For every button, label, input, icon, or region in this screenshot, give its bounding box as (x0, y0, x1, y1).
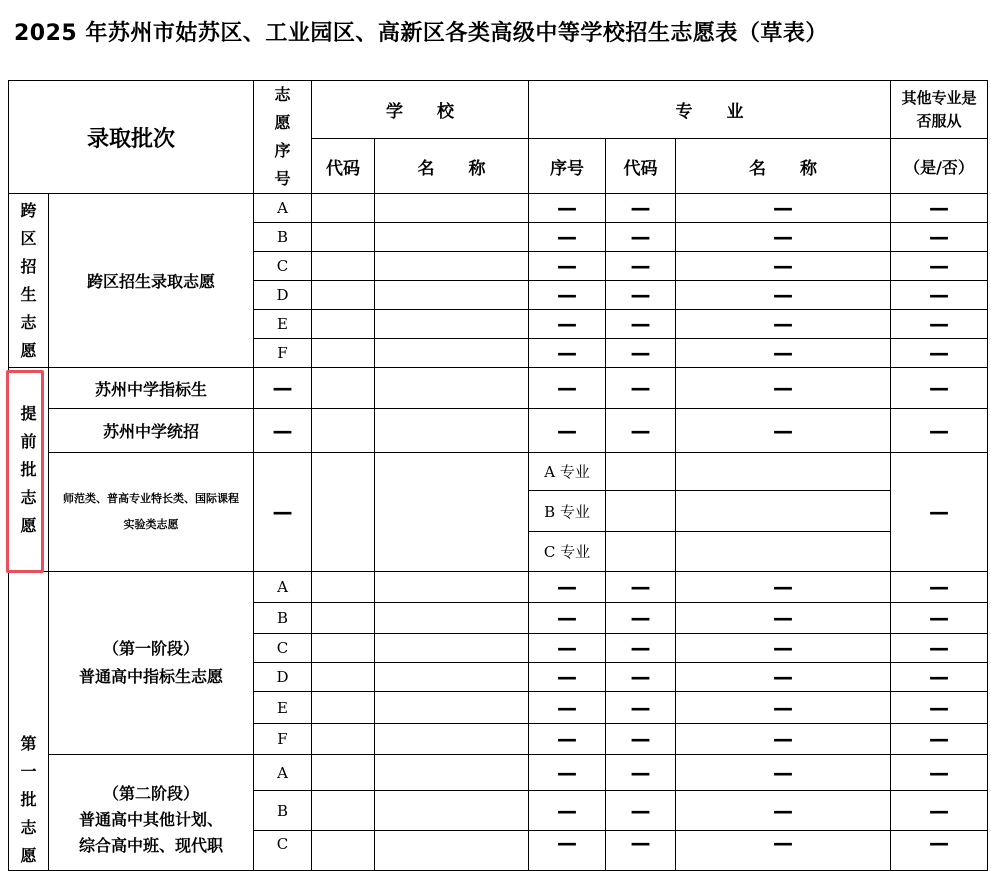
dash: — (606, 603, 676, 634)
dash: — (529, 368, 606, 409)
order-letter: B (254, 603, 312, 634)
school-name-cell[interactable] (375, 755, 529, 791)
dash: — (254, 409, 312, 453)
first-group-label: 第一批志愿 (9, 572, 49, 871)
dash: — (891, 368, 988, 409)
order-letter: B (254, 223, 312, 252)
school-name-cell[interactable] (375, 409, 529, 453)
order-letter: A (254, 755, 312, 791)
major-code-cell[interactable] (606, 532, 676, 572)
order-letter: D (254, 281, 312, 310)
dash: — (891, 724, 988, 755)
school-code-cell[interactable] (312, 310, 375, 339)
special-category-label: 师范类、普高专业特长类、国际课程实验类志愿 (49, 453, 254, 572)
major-seq-header: 序号 (529, 139, 606, 194)
dash: — (891, 409, 988, 453)
dash: — (891, 634, 988, 663)
order-letter: C (254, 634, 312, 663)
dash: — (676, 634, 891, 663)
dash: — (891, 339, 988, 368)
school-name-cell[interactable] (375, 252, 529, 281)
order-letter: C (254, 252, 312, 281)
dash: — (891, 791, 988, 831)
dash: — (891, 281, 988, 310)
dash: — (606, 791, 676, 831)
dash: — (891, 453, 988, 572)
dash: — (676, 310, 891, 339)
highlight-box (6, 370, 44, 573)
dash: — (676, 831, 891, 871)
dash: — (676, 791, 891, 831)
school-code-cell[interactable] (312, 663, 375, 692)
stage2-label: （第二阶段） 普通高中其他计划、 综合高中班、现代职 (49, 755, 254, 871)
school-name-cell[interactable] (375, 310, 529, 339)
order-header: 志愿序号 (254, 81, 312, 194)
dash: — (529, 252, 606, 281)
dash: — (676, 409, 891, 453)
school-code-cell[interactable] (312, 755, 375, 791)
dash: — (891, 663, 988, 692)
dash: — (606, 223, 676, 252)
dash: — (529, 692, 606, 724)
dash: — (606, 572, 676, 603)
order-letter: D (254, 663, 312, 692)
suzhou-general-label: 苏州中学统招 (49, 409, 254, 453)
school-code-cell[interactable] (312, 831, 375, 871)
order-letter: B (254, 791, 312, 831)
dash: — (254, 368, 312, 409)
school-name-cell[interactable] (375, 339, 529, 368)
order-letter: A (254, 572, 312, 603)
school-code-cell[interactable] (312, 692, 375, 724)
dash: — (676, 223, 891, 252)
dash: — (891, 252, 988, 281)
dash: — (606, 692, 676, 724)
cross-district-label: 跨区招生录取志愿 (49, 194, 254, 368)
school-code-cell[interactable] (312, 252, 375, 281)
order-letter: E (254, 310, 312, 339)
stage1-label: （第一阶段） 普通高中指标生志愿 (49, 572, 254, 755)
dash: — (676, 692, 891, 724)
dash: — (676, 281, 891, 310)
school-name-cell[interactable] (375, 281, 529, 310)
school-code-cell[interactable] (312, 572, 375, 603)
school-name-header: 名 称 (375, 139, 529, 194)
school-code-cell[interactable] (312, 368, 375, 409)
dash: — (529, 663, 606, 692)
school-code-header: 代码 (312, 139, 375, 194)
school-code-cell[interactable] (312, 194, 375, 223)
dash: — (606, 194, 676, 223)
major-name-cell[interactable] (676, 532, 891, 572)
order-letter: F (254, 724, 312, 755)
school-name-cell[interactable] (375, 603, 529, 634)
dash: — (676, 252, 891, 281)
dash: — (529, 572, 606, 603)
dash: — (606, 252, 676, 281)
order-letter: C (254, 831, 312, 871)
suzhou-quota-label: 苏州中学指标生 (49, 368, 254, 409)
dash: — (676, 368, 891, 409)
dash: — (529, 409, 606, 453)
school-name-cell[interactable] (375, 453, 529, 572)
order-letter: E (254, 692, 312, 724)
dash: — (606, 634, 676, 663)
major-header: 专 业 (529, 81, 891, 139)
dash: — (676, 663, 891, 692)
school-name-cell[interactable] (375, 368, 529, 409)
school-code-cell[interactable] (312, 724, 375, 755)
major-b-label: B 专业 (529, 491, 606, 532)
dash: — (676, 572, 891, 603)
dash: — (606, 339, 676, 368)
dash: — (891, 223, 988, 252)
dash: — (676, 755, 891, 791)
other-major-header: 其他专业是否服从 (891, 81, 988, 139)
order-letter: A (254, 194, 312, 223)
dash: — (891, 310, 988, 339)
application-form-table (8, 80, 988, 871)
major-a-label: A 专业 (529, 453, 606, 491)
dash: — (606, 409, 676, 453)
school-header: 学 校 (312, 81, 529, 139)
batch-header: 录取批次 (9, 81, 254, 194)
dash: — (676, 724, 891, 755)
dash: — (529, 223, 606, 252)
school-code-cell[interactable] (312, 339, 375, 368)
dash: — (606, 281, 676, 310)
school-code-cell[interactable] (312, 409, 375, 453)
dash: — (529, 603, 606, 634)
dash: — (529, 194, 606, 223)
dash: — (891, 572, 988, 603)
major-name-cell[interactable] (676, 491, 891, 532)
dash: — (529, 339, 606, 368)
dash: — (529, 310, 606, 339)
dash: — (529, 791, 606, 831)
dash: — (606, 663, 676, 692)
early-group-label: 提前批志愿 (9, 368, 49, 572)
major-name-header: 名 称 (676, 139, 891, 194)
school-name-cell[interactable] (375, 634, 529, 663)
dash: — (606, 368, 676, 409)
school-name-cell[interactable] (375, 194, 529, 223)
dash: — (676, 194, 891, 223)
dash: — (676, 603, 891, 634)
school-code-cell[interactable] (312, 453, 375, 572)
cross-group-label: 跨区招生志愿 (9, 194, 49, 368)
major-c-label: C 专业 (529, 532, 606, 572)
school-code-cell[interactable] (312, 223, 375, 252)
major-code-header: 代码 (606, 139, 676, 194)
major-name-cell[interactable] (676, 453, 891, 491)
school-name-cell[interactable] (375, 572, 529, 603)
page-title: 2025 年苏州市姑苏区、工业园区、高新区各类高级中等学校招生志愿表（草表） (14, 21, 828, 46)
dash: — (891, 603, 988, 634)
school-code-cell[interactable] (312, 281, 375, 310)
dash: — (891, 692, 988, 724)
school-name-cell[interactable] (375, 791, 529, 831)
school-name-cell[interactable] (375, 663, 529, 692)
dash: — (254, 453, 312, 572)
school-code-cell[interactable] (312, 634, 375, 663)
school-name-cell[interactable] (375, 724, 529, 755)
dash: — (529, 724, 606, 755)
dash: — (891, 831, 988, 871)
school-name-cell[interactable] (375, 692, 529, 724)
dash: — (891, 755, 988, 791)
dash: — (529, 281, 606, 310)
school-code-cell[interactable] (312, 603, 375, 634)
dash: — (529, 634, 606, 663)
dash: — (606, 724, 676, 755)
dash: — (606, 831, 676, 871)
yes-no-header: （是/否） (891, 139, 988, 194)
dash: — (606, 755, 676, 791)
school-name-cell[interactable] (375, 223, 529, 252)
school-name-cell[interactable] (375, 831, 529, 871)
order-letter: F (254, 339, 312, 368)
dash: — (891, 194, 988, 223)
dash: — (676, 339, 891, 368)
major-code-cell[interactable] (606, 491, 676, 532)
dash: — (606, 310, 676, 339)
major-code-cell[interactable] (606, 453, 676, 491)
school-code-cell[interactable] (312, 791, 375, 831)
dash: — (529, 831, 606, 871)
dash: — (529, 755, 606, 791)
